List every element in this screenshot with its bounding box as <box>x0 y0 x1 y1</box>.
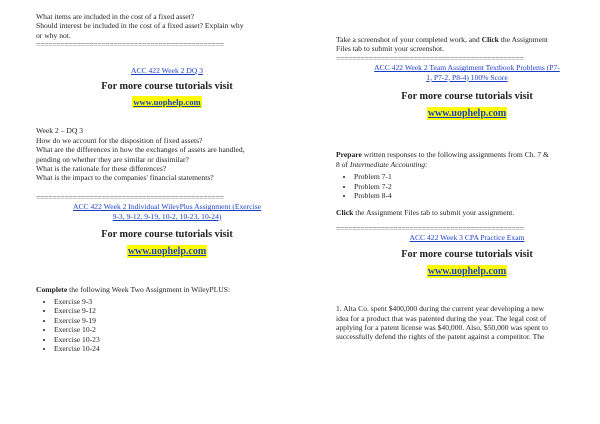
question-line: 1. Alta Co. spent $400,000 during the current year developing a new <box>336 304 544 314</box>
visit-heading: For more course tutorials visit <box>101 81 233 93</box>
visit-heading: For more course tutorials visit <box>401 248 533 260</box>
complete-bold: Complete <box>36 284 68 294</box>
intro-line: or why not. <box>36 30 71 40</box>
prepare-bold: Prepare <box>336 150 362 160</box>
separator: ============================================== <box>336 53 524 63</box>
dq-line: pending on whether they are similar or dissimilar? <box>36 154 189 164</box>
list-item: • Exercise 9-19 <box>54 316 298 325</box>
question-line: successfully defend the rights of the patent against a competitor. The <box>336 332 545 342</box>
list-item: • Problem 7-1 <box>354 172 598 181</box>
list-item: • Exercise 10-23 <box>54 335 298 344</box>
text-part: the Assignment Files tab to submit your assignment. <box>353 208 515 218</box>
site-link[interactable]: www.uophelp.com <box>427 108 507 120</box>
link-week2-dq3[interactable]: ACC 422 Week 2 DQ 3 <box>130 65 204 75</box>
question-line: applying for a patent license was $40,000. Also, $50,000 was spent to <box>336 322 548 332</box>
click-bold: Click <box>481 35 499 44</box>
list-item: • Problem 8-4 <box>354 191 598 200</box>
dq-line: Week 2 – DQ 3 <box>36 126 84 136</box>
left-column <box>36 0 298 353</box>
list-item: • Exercise 10-2 <box>54 325 298 334</box>
text-part: 8 of <box>336 159 350 169</box>
site-link[interactable]: www.uophelp.com <box>133 97 201 108</box>
separator: ============================================== <box>36 40 224 50</box>
intro-line: What items are included in the cost of a fixed asset? <box>36 12 195 21</box>
list-item: • Exercise 9-12 <box>54 306 298 315</box>
complete-instruction <box>36 285 298 294</box>
visit-heading: For more course tutorials visit <box>101 229 233 241</box>
screenshot-instruction-line2: Files tab to submit your screenshot. <box>336 44 444 54</box>
screenshot-instruction <box>336 35 598 44</box>
right-column <box>336 0 598 342</box>
intro-line: Should interest be included in the cost of a fixed asset? Explain why <box>36 21 244 31</box>
list-item: • Problem 7-2 <box>354 182 598 191</box>
click-bold: Click <box>336 208 354 218</box>
text-part: the Assignment <box>498 35 548 44</box>
dq-line: How do we account for the disposition of fixed assets? <box>36 135 203 145</box>
question-line: idea for a product that was patented during the year. The legal cost of <box>336 313 547 323</box>
site-link[interactable]: www.uophelp.com <box>127 246 207 258</box>
list-item: • Exercise 10-24 <box>54 344 298 353</box>
dq-line: What is the rationale for these differences? <box>36 164 167 174</box>
problem-list <box>336 172 598 200</box>
dq-line: What are the differences in how the exchanges of assets are handled, <box>36 145 245 155</box>
link-wileyplus-line[interactable]: 9-3, 9-12, 9-19, 10-2, 10-23, 10-24) <box>112 211 222 221</box>
prepare-line2 <box>336 160 598 169</box>
complete-rest: the following Week Two Assignment in WileyPLUS: <box>67 284 231 294</box>
separator: ============================================== <box>336 223 524 233</box>
book-title: Intermediate Accounting <box>349 159 426 169</box>
site-link[interactable]: www.uophelp.com <box>427 265 507 277</box>
text-part: written responses to the following assignments from Ch. 7 & <box>361 150 549 160</box>
link-team-assignment-line[interactable]: ACC 422 Week 2 Team Assignment Textbook Problems (P7- <box>374 63 560 73</box>
exercise-list <box>36 297 298 353</box>
click-instruction <box>336 208 598 217</box>
link-cpa-practice-exam[interactable]: ACC 422 Week 3 CPA Practice Exam <box>409 233 525 243</box>
list-item: • Exercise 9-3 <box>54 297 298 306</box>
dq-line: What is the impact to the companies' financial statements? <box>36 173 214 183</box>
visit-heading: For more course tutorials visit <box>401 91 533 103</box>
separator: ============================================== <box>36 192 224 202</box>
link-wileyplus-line[interactable]: ACC 422 Week 2 Individual WileyPlus Assignment (Exercise <box>73 202 261 212</box>
text-part: : <box>425 159 428 169</box>
link-team-assignment-line[interactable]: 1, P7-2, P8-4) 100% Score <box>426 72 508 82</box>
text-part: Take a screenshot of your completed work, and <box>336 35 482 44</box>
prepare-instruction <box>336 150 598 159</box>
